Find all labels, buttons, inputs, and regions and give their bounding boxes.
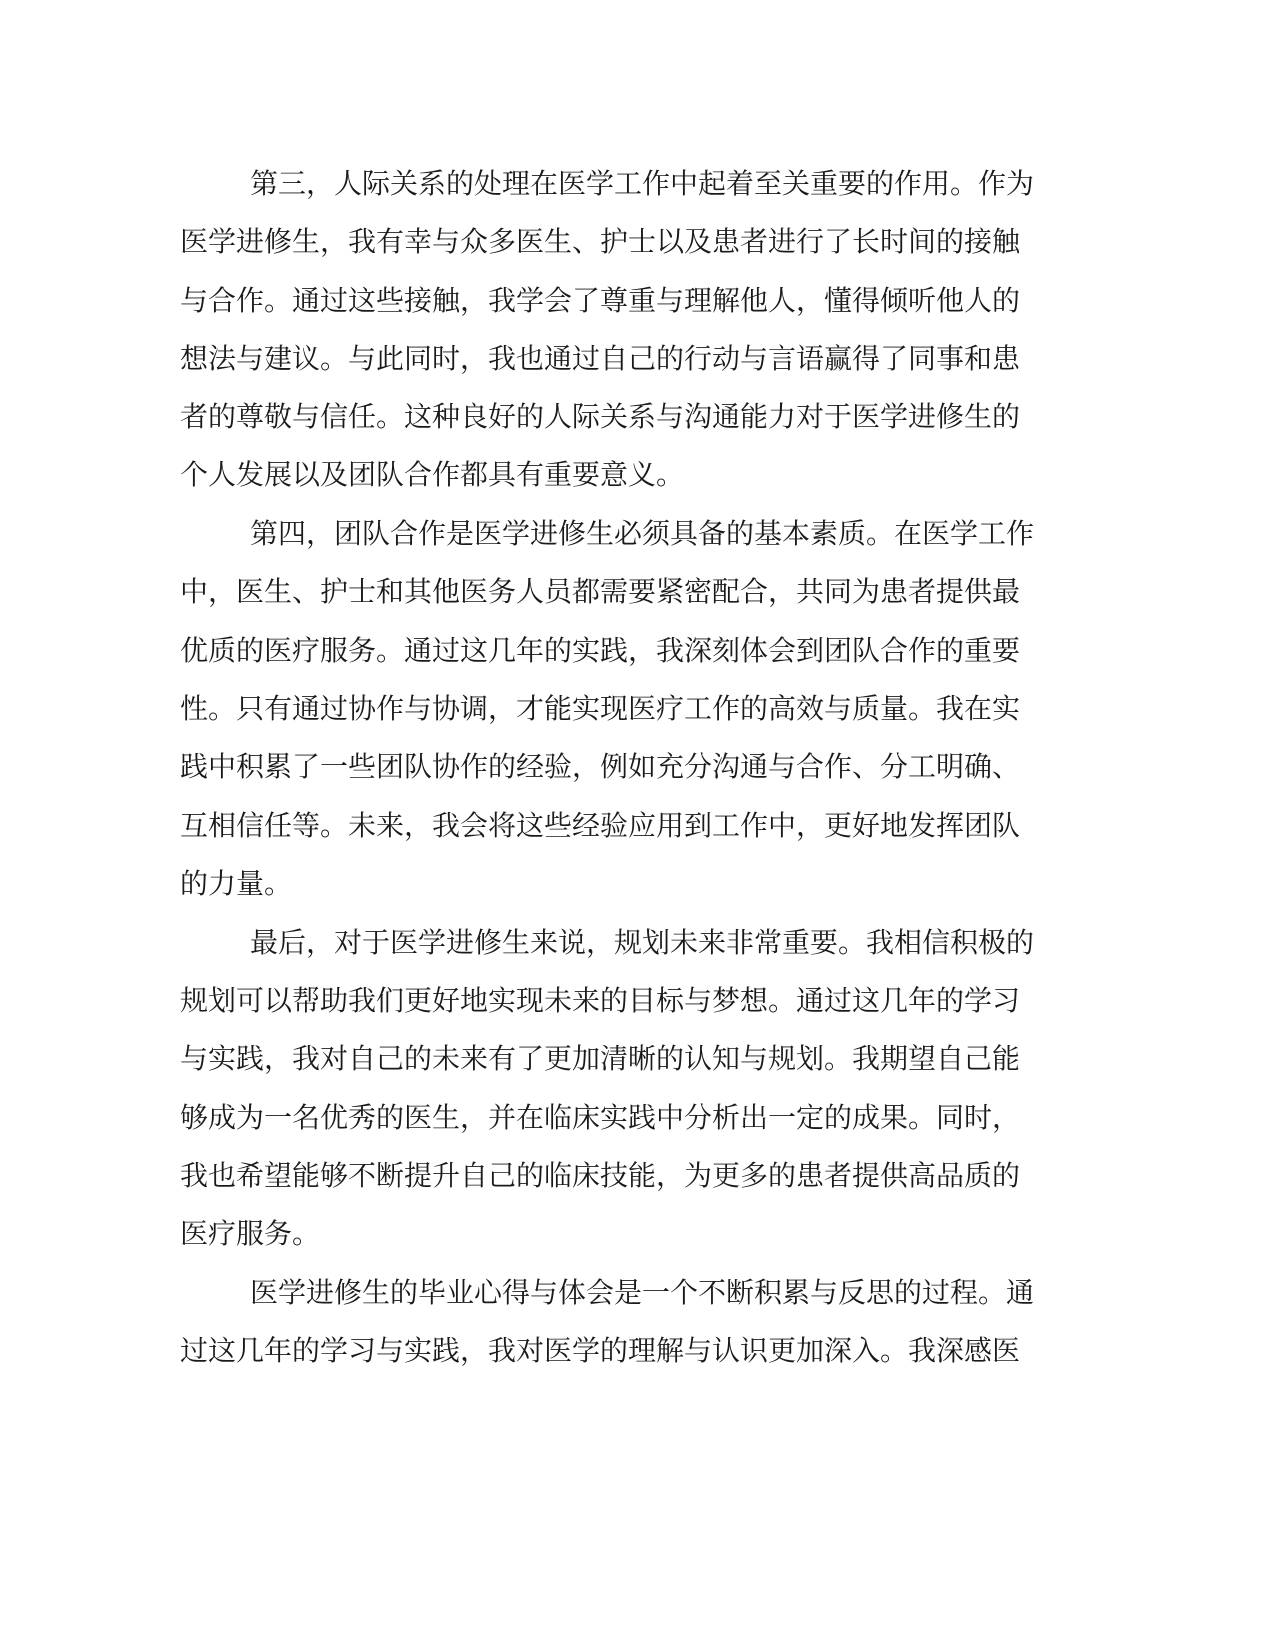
paragraph-1-line-2: 医学进修生，我有幸与众多医生、护士以及患者进行了长时间的接触 [180, 225, 1021, 258]
paragraph-2-line-2: 中，医生、护士和其他医务人员都需要紧密配合，共同为患者提供最 [180, 575, 1021, 608]
paragraph-1-line-1: 第三，人际关系的处理在医学工作中起着至关重要的作用。作为 [250, 167, 1035, 200]
paragraph-1-line-3: 与合作。通过这些接触，我学会了尊重与理解他人，懂得倾听他人的 [180, 284, 1021, 317]
paragraph-4-line-1: 医学进修生的毕业心得与体会是一个不断积累与反思的过程。通 [250, 1276, 1035, 1309]
paragraph-3-line-1: 最后，对于医学进修生来说，规划未来非常重要。我相信积极的 [250, 926, 1035, 959]
paragraph-2-line-7: 的力量。 [180, 867, 293, 900]
paragraph-2-line-3: 优质的医疗服务。通过这几年的实践，我深刻体会到团队合作的重要 [180, 634, 1021, 667]
paragraph-3-line-3: 与实践，我对自己的未来有了更加清晰的认知与规划。我期望自己能 [180, 1042, 1021, 1075]
paragraph-3-line-5: 我也希望能够不断提升自己的临床技能，为更多的患者提供高品质的 [180, 1159, 1021, 1192]
paragraph-1-line-4: 想法与建议。与此同时，我也通过自己的行动与言语赢得了同事和患 [180, 342, 1021, 375]
paragraph-3-line-6: 医疗服务。 [180, 1217, 321, 1250]
paragraph-1-line-6: 个人发展以及团队合作都具有重要意义。 [180, 458, 685, 491]
paragraph-2-line-1: 第四，团队合作是医学进修生必须具备的基本素质。在医学工作 [250, 517, 1035, 550]
paragraph-2-line-6: 互相信任等。未来，我会将这些经验应用到工作中，更好地发挥团队 [180, 809, 1021, 842]
paragraph-4-line-2: 过这几年的学习与实践，我对医学的理解与认识更加深入。我深感医 [180, 1334, 1021, 1367]
paragraph-3-line-2: 规划可以帮助我们更好地实现未来的目标与梦想。通过这几年的学习 [180, 984, 1021, 1017]
paragraph-2-line-4: 性。只有通过协作与协调，才能实现医疗工作的高效与质量。我在实 [180, 692, 1021, 725]
paragraph-3-line-4: 够成为一名优秀的医生，并在临床实践中分析出一定的成果。同时， [180, 1101, 1021, 1134]
paragraph-2-line-5: 践中积累了一些团队协作的经验，例如充分沟通与合作、分工明确、 [180, 750, 1021, 783]
paragraph-1-line-5: 者的尊敬与信任。这种良好的人际关系与沟通能力对于医学进修生的 [180, 400, 1021, 433]
